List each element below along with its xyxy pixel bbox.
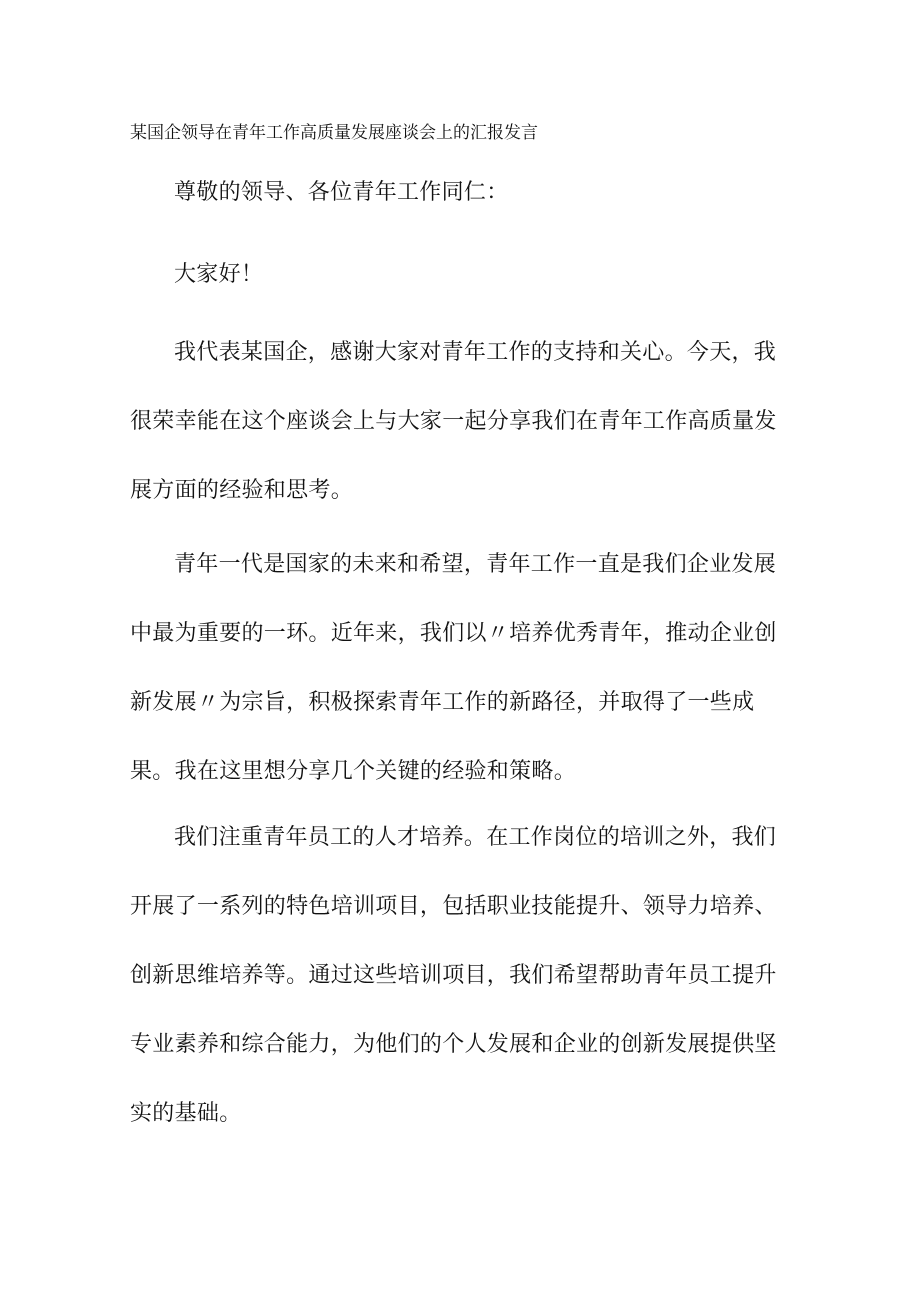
body-paragraph-1: 我代表某国企，感谢大家对青年工作的支持和关心。今天，我很荣幸能在这个座谈会上与大家一起分享我们在青年工作高质量发展方面的经验和思考。 (130, 340, 777, 503)
body-paragraph-3: 我们注重青年员工的人才培养。在工作岗位的培训之外，我们开展了一系列的特色培训项目，包括职业技能提升、领导力培养、创新思维培养等。通过这些培训项目，我们希望帮助青年员工提升专业素养和综合能力，为他们的个人发展和企业的创新发展提供坚实的基础。 (130, 825, 777, 1126)
greeting-paragraph: 尊敬的领导、各位青年工作同仁： (174, 180, 509, 205)
body-paragraph-2: 青年一代是国家的未来和希望，青年工作一直是我们企业发展中最为重要的一环。近年来，我们以〃培养优秀青年，推动企业创新发展〃为宗旨，积极探索青年工作的新路径，并取得了一些成果。我在这里想分享几个关键的经验和策略。 (130, 552, 777, 784)
hello-paragraph: 大家好！ (174, 262, 264, 287)
document-title: 某国企领导在青年工作高质量发展座谈会上的汇报发言 (130, 123, 538, 143)
